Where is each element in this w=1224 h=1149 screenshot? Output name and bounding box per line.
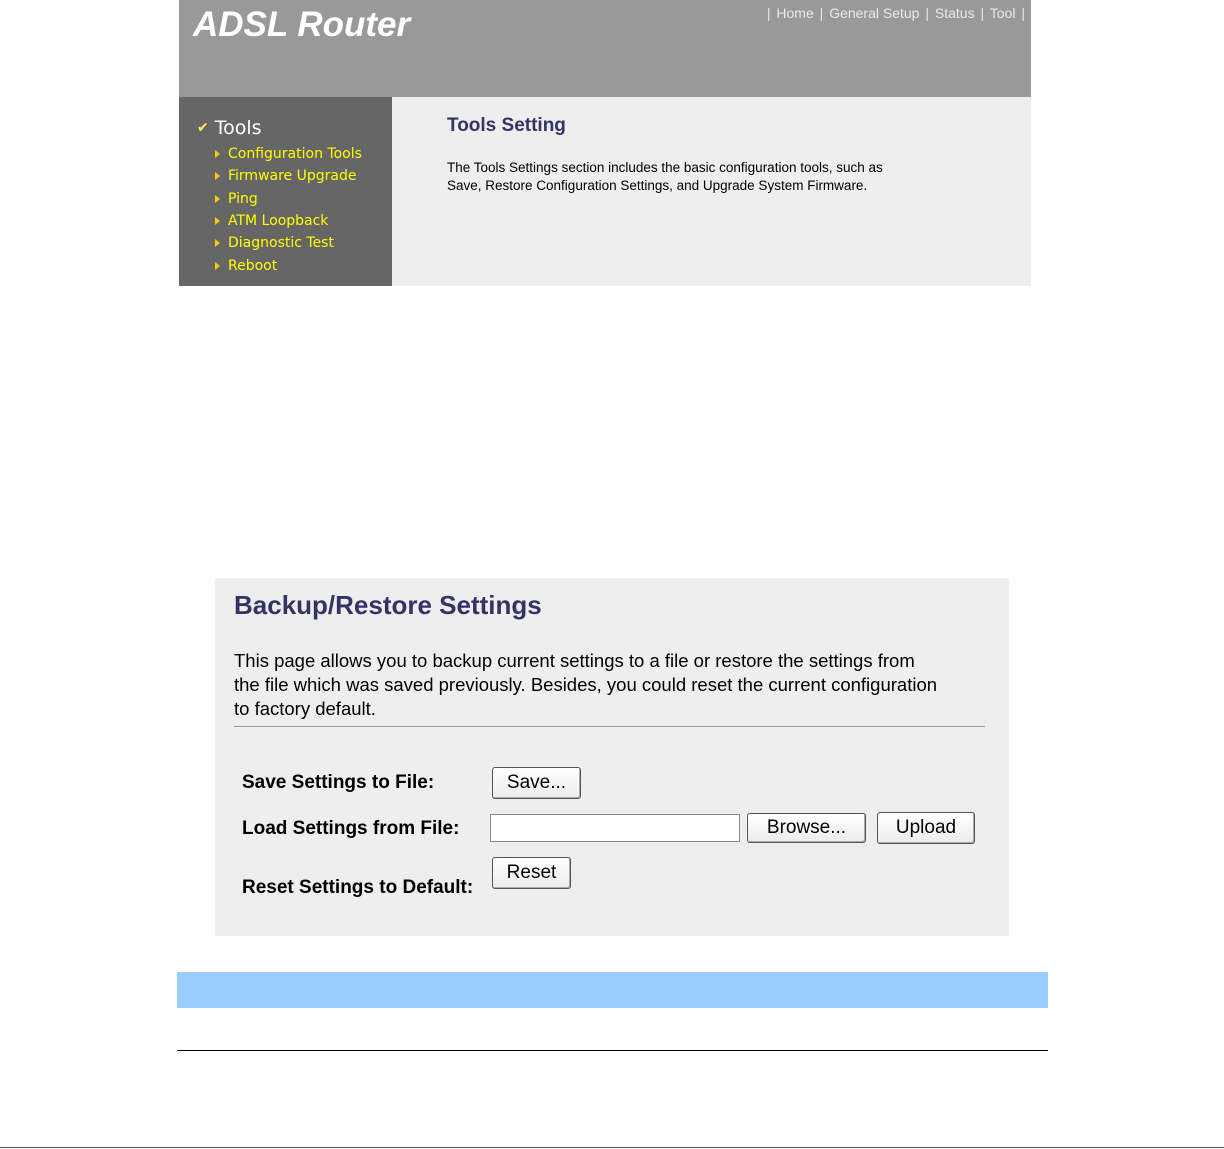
sidebar-item-label[interactable]: Ping bbox=[228, 190, 258, 207]
backup-restore-panel bbox=[215, 578, 1009, 936]
sidebar-item-label[interactable]: Reboot bbox=[228, 257, 278, 274]
file-path-input[interactable] bbox=[490, 814, 740, 842]
sidebar-item-label[interactable]: Configuration Tools bbox=[228, 146, 362, 163]
description-line: This page allows you to backup current settings to a file or restore the settings from bbox=[234, 650, 915, 671]
reset-settings-label: Reset Settings to Default: bbox=[242, 877, 474, 898]
sidebar-item-ping[interactable] bbox=[215, 188, 362, 210]
sidebar-item-configuration-tools[interactable] bbox=[215, 143, 362, 165]
router-screenshot bbox=[179, 0, 1031, 286]
main-content bbox=[392, 97, 1031, 286]
footer-bar bbox=[177, 972, 1048, 1008]
footer-rule bbox=[177, 1050, 1048, 1051]
browse-button[interactable]: Browse... bbox=[747, 813, 866, 843]
page-description bbox=[447, 159, 947, 195]
arrow-right-icon bbox=[215, 172, 220, 180]
page-title: Tools Setting bbox=[447, 115, 566, 136]
divider bbox=[234, 726, 985, 727]
upload-button[interactable]: Upload bbox=[877, 812, 975, 844]
sidebar-heading-label: Tools bbox=[214, 117, 262, 139]
app-title: ADSL Router bbox=[193, 5, 411, 44]
page-bottom-rule bbox=[0, 1147, 1224, 1148]
description-line: the file which was saved previously. Besides, you could reset the current configuration bbox=[234, 674, 938, 695]
reset-button[interactable]: Reset bbox=[492, 857, 571, 889]
sidebar-item-label[interactable]: Firmware Upgrade bbox=[228, 168, 357, 185]
save-button[interactable]: Save... bbox=[492, 767, 581, 799]
sidebar-item-label[interactable]: Diagnostic Test bbox=[228, 235, 334, 252]
nav-tool[interactable]: Tool bbox=[989, 5, 1016, 21]
arrow-right-icon bbox=[215, 195, 220, 203]
load-settings-label: Load Settings from File: bbox=[242, 818, 460, 839]
nav-home[interactable]: Home bbox=[776, 5, 814, 21]
checkmark-icon: ✔ bbox=[197, 120, 209, 136]
description-line: The Tools Settings section includes the basic configuration tools, such as bbox=[447, 160, 883, 175]
sidebar-heading bbox=[197, 117, 262, 139]
sidebar-item-atm-loopback[interactable] bbox=[215, 210, 362, 232]
panel-title: Backup/Restore Settings bbox=[234, 590, 542, 620]
sidebar-item-label[interactable]: ATM Loopback bbox=[228, 213, 329, 230]
nav-status[interactable]: Status bbox=[934, 5, 975, 21]
sidebar bbox=[179, 97, 392, 286]
save-settings-label: Save Settings to File: bbox=[242, 772, 435, 793]
router-header bbox=[179, 0, 1031, 97]
panel-description bbox=[234, 649, 994, 721]
sidebar-menu bbox=[215, 143, 362, 277]
arrow-right-icon bbox=[215, 239, 220, 247]
arrow-right-icon bbox=[215, 217, 220, 225]
sidebar-item-firmware-upgrade[interactable] bbox=[215, 165, 362, 187]
arrow-right-icon bbox=[215, 150, 220, 158]
arrow-right-icon bbox=[215, 262, 220, 270]
sidebar-item-reboot[interactable] bbox=[215, 254, 362, 276]
nav-general-setup[interactable]: General Setup bbox=[829, 5, 920, 21]
top-nav: | Home | General Setup | Status | Tool | bbox=[766, 5, 1025, 21]
description-line: to factory default. bbox=[234, 698, 376, 719]
sidebar-item-diagnostic-test[interactable] bbox=[215, 232, 362, 254]
description-line: Save, Restore Configuration Settings, and Upgrade System Firmware. bbox=[447, 178, 868, 193]
